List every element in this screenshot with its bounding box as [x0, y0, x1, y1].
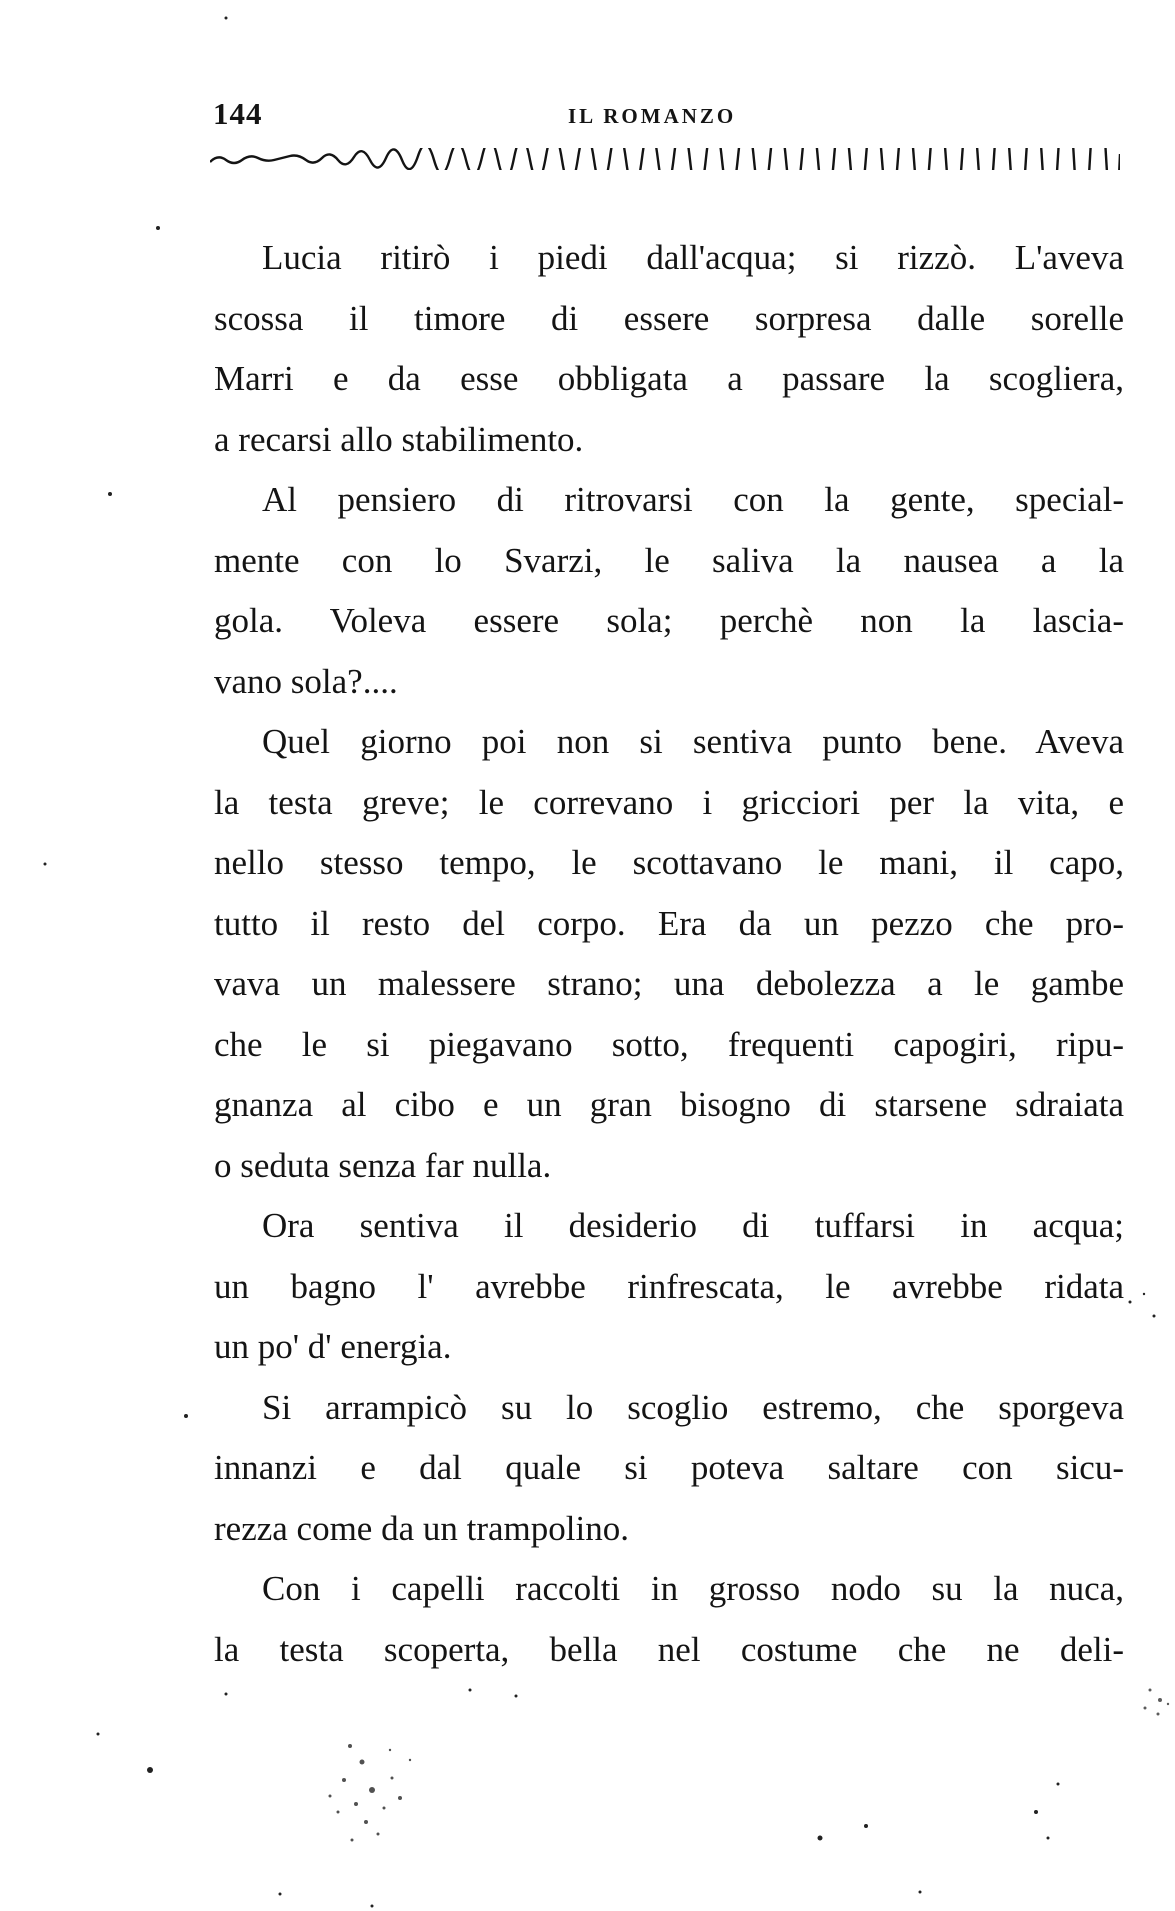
text-line: nello stesso tempo, le scottavano le mani, il capo, — [214, 843, 1124, 882]
text-line: un bagno l' avrebbe rinfrescata, le avrebbe ridata — [214, 1266, 1124, 1306]
page-header — [213, 96, 1143, 136]
text-line: gola. Voleva essere sola; perchè non la lascia- — [214, 601, 1124, 640]
text-line: Quel giorno poi non si sentiva punto bene. Aveva — [262, 722, 1124, 761]
text-line: la testa scoperta, bella nel costume che ne deli- — [214, 1629, 1124, 1669]
text-line: che le si piegavano sotto, frequenti capogiri, ripu- — [214, 1024, 1124, 1064]
paragraph — [214, 1559, 1124, 1680]
text-line: vano sola?.... — [214, 661, 398, 701]
text-line: scossa il timore di essere sorpresa dalle sorelle — [214, 298, 1124, 338]
text-line: o seduta senza far nulla. — [214, 1145, 552, 1185]
text-line: la testa greve; le correvano i gricciori per la vita, e — [214, 782, 1124, 822]
ink-blot-cluster — [329, 1744, 412, 1842]
running-head: IL ROMANZO — [568, 104, 737, 128]
paragraph — [214, 1378, 1124, 1560]
body-text — [214, 228, 1124, 1680]
text-line: gnanza al cibo e un gran bisogno di starsene sdraiata — [214, 1085, 1124, 1124]
paragraph — [214, 228, 1124, 470]
text-line: Lucia ritirò i piedi dall'acqua; si rizzò. L'aveva — [262, 238, 1124, 277]
text-line: Al pensiero di ritrovarsi con la gente, special- — [262, 480, 1124, 519]
text-line: innanzi e dal quale si poteva saltare con sicu- — [214, 1448, 1124, 1487]
paragraph — [214, 1196, 1124, 1378]
text-line: Ora sentiva il desiderio di tuffarsi in acqua; — [262, 1206, 1124, 1245]
paragraph — [214, 470, 1124, 712]
text-line: tutto il resto del corpo. Era da un pezzo che pro- — [214, 903, 1124, 943]
text-line: Marri e da esse obbligata a passare la scogliera, — [214, 359, 1124, 398]
text-line: vava un malessere strano; una debolezza a le gambe — [214, 964, 1124, 1003]
wavy-rule-ornament — [210, 148, 1120, 170]
page-number: 144 — [213, 96, 263, 131]
text-line: un po' d' energia. — [214, 1327, 452, 1366]
text-line: a recarsi allo stabilimento. — [214, 419, 584, 459]
text-line: rezza come da un trampolino. — [214, 1508, 629, 1548]
text-line: mente con lo Svarzi, le saliva la nausea a la — [214, 540, 1124, 580]
paragraph — [214, 712, 1124, 1196]
text-line: Con i capelli raccolti in grosso nodo su la nuca, — [262, 1569, 1124, 1608]
corner-speck-cluster — [1144, 1689, 1170, 1716]
text-line: Si arrampicò su lo scoglio estremo, che sporgeva — [262, 1387, 1124, 1427]
